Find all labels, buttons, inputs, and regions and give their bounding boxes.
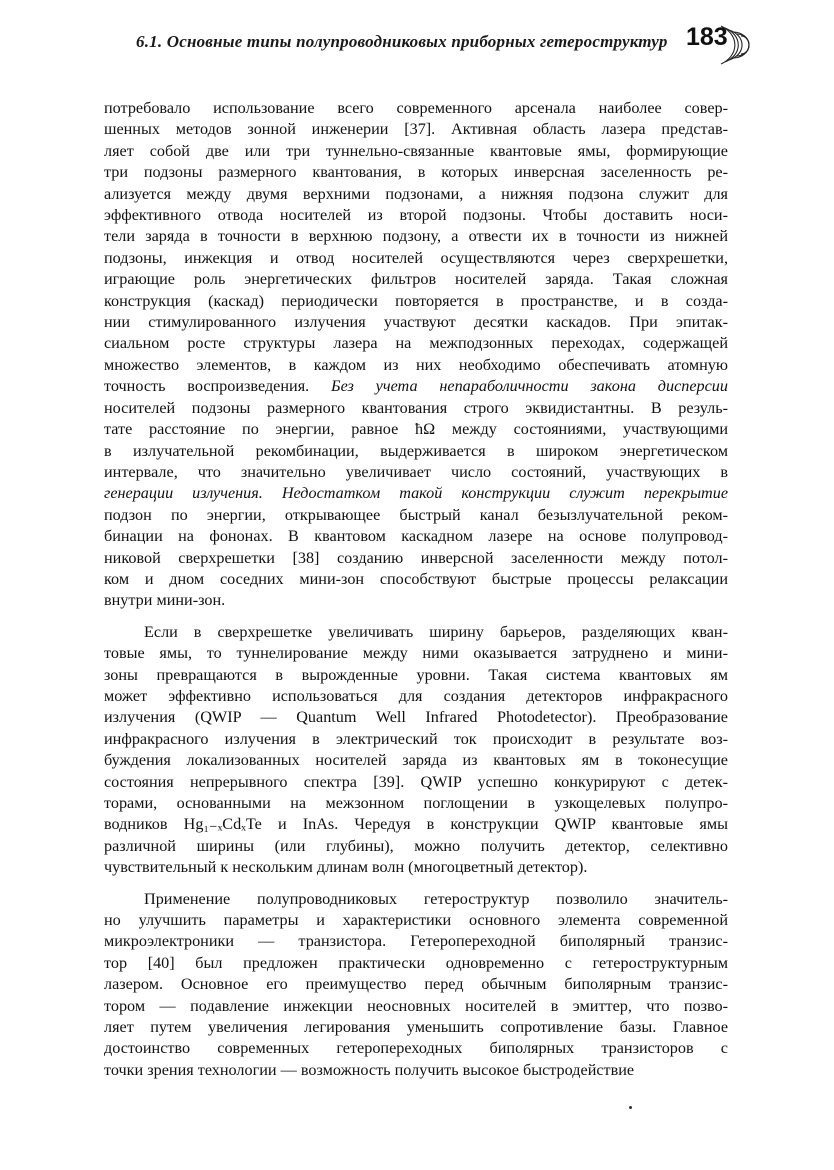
text-line: шенных методов зонной инженерии [37]. Активная область лазера представ- <box>104 120 728 139</box>
text-line: Применение полупроводниковых гетероструктур позволило значитель- <box>144 889 728 908</box>
text-line: ляет путем увеличения легирования уменьшить сопротивление базы. Главное <box>104 1018 728 1037</box>
text-line: инфракрасного излучения в электрический ток происходит в результате воз- <box>104 729 728 748</box>
text-line: никовой сверхрешетки [38] созданию инверсной заселенности между потол- <box>104 548 728 567</box>
text-line: лазером. Основное его преимущество перед обычным биполярным транзис- <box>104 975 728 994</box>
text-line: множество элементов, в каждом из них необходимо обеспечивать атомную <box>104 355 728 374</box>
text-line: три подзоны размерного квантования, в которых инверсная заселенность ре- <box>104 163 728 182</box>
text-line: конструкция (каскад) периодически повторяется в пространстве, и в созда- <box>104 291 728 310</box>
paragraph-gap <box>104 612 728 622</box>
text-line: ком и дном соседних мини-зон способствуют быстрые процессы релаксации <box>104 569 728 588</box>
text-line: потребовало использование всего современного арсенала наиболее совер- <box>104 99 728 117</box>
text-line: эффективного отвода носителей из второй подзоны. Чтобы доставить носи- <box>104 206 728 225</box>
stray-mark <box>629 1106 632 1109</box>
text-line: достоинство современных гетеропереходных биполярных транзисторов с <box>104 1039 728 1058</box>
text-line: водников Hg₁₋ₓCdₓTe и InAs. Чередуя в конструкции QWIP квантовые ямы <box>104 815 728 834</box>
paragraph <box>104 622 728 879</box>
paragraph-gap <box>104 879 728 889</box>
text-line: излучения (QWIP — Quantum Well Infrared Photodetector). Преобразование <box>104 708 728 727</box>
text-line: зоны превращаются в вырожденные уровни. Такая система квантовых ям <box>104 665 728 684</box>
text-line: Если в сверхрешетке увеличивать ширину барьеров, разделяющих кван- <box>144 622 728 641</box>
paragraph <box>104 98 728 612</box>
text-line: ляет собой две или три туннельно-связанные квантовые ямы, формирующие <box>104 141 728 160</box>
text-line: ализуется между двумя верхними подзонами, а нижняя подзона служит для <box>104 184 728 203</box>
text-line: может эффективно использоваться для создания детекторов инфракрасного <box>104 686 728 705</box>
text-line: точки зрения технологии — возможность получить высокое быстродействие <box>104 1060 635 1079</box>
text-line: генерации излучения. Недостатком такой конструкции служит перекрытие <box>104 484 728 503</box>
page-header <box>136 22 756 68</box>
paragraph <box>104 889 728 1082</box>
text-line: внутри мини-зон. <box>104 591 226 610</box>
text-line: различной ширины (или глубины), можно получить детектор, селективно <box>104 836 728 855</box>
text-line: точность воспроизведения. Без учета непараболичности закона дисперсии <box>104 377 728 396</box>
text-line: играющие роль энергетических фильтров носителей заряда. Такая сложная <box>104 270 728 289</box>
text-line: товые ямы, то туннелирование между ними оказывается затруднено и мини- <box>104 644 728 663</box>
text-line: микроэлектроники — транзистора. Гетеропереходной биполярный транзис- <box>104 932 728 951</box>
text-line: торами, основанными на межзонном поглощении в узкощелевых полупро- <box>104 794 728 812</box>
page-number: 183 <box>686 23 728 51</box>
text-line: буждения локализованных носителей заряда из квантовых ям в токонесущие <box>104 751 728 770</box>
text-line: носителей подзоны размерного квантования строго эквидистантны. В резуль- <box>104 398 728 417</box>
text-line: нии стимулированного излучения участвуют десятки каскадов. При эпитак- <box>104 313 728 332</box>
text-line: тором — подавление инжекции неосновных носителей в эмиттер, что позво- <box>104 996 728 1015</box>
running-title: 6.1. Основные типы полупроводниковых приборных гетероструктур <box>136 32 668 51</box>
text-line: состояния непрерывного спектра [39]. QWIP успешно конкурируют с детек- <box>104 772 728 791</box>
text-line: подзоны, инжекция и отвод носителей осуществляются через сверхрешетки, <box>104 248 728 267</box>
text-line: подзон по энергии, открывающее быстрый канал безызлучательной реком- <box>104 505 728 524</box>
text-line: интервале, что значительно увеличивает число состояний, участвующих в <box>104 462 728 481</box>
text-line: бинации на фононах. В квантовом каскадном лазере на основе полупровод- <box>104 527 728 546</box>
text-line: сиальном росте структуры лазера на межподзонных переходах, содержащей <box>104 334 728 353</box>
text-line: но улучшить параметры и характеристики основного элемента современной <box>104 911 728 930</box>
page-body <box>104 98 728 1081</box>
text-line: в излучательной рекомбинации, выдерживается в широком энергетическом <box>104 441 728 460</box>
text-line: тор [40] был предложен практически одновременно с гетероструктурным <box>104 953 728 972</box>
text-line: тате расстояние по энергии, равное ħΩ между состояниями, участвующими <box>104 420 728 439</box>
text-line: чувствительный к нескольким длинам волн (многоцветный детектор). <box>104 858 588 877</box>
page-number-decoration-icon <box>719 22 759 68</box>
text-line: тели заряда в точности в верхнюю подзону, а отвести их в точности из нижней <box>104 227 728 246</box>
